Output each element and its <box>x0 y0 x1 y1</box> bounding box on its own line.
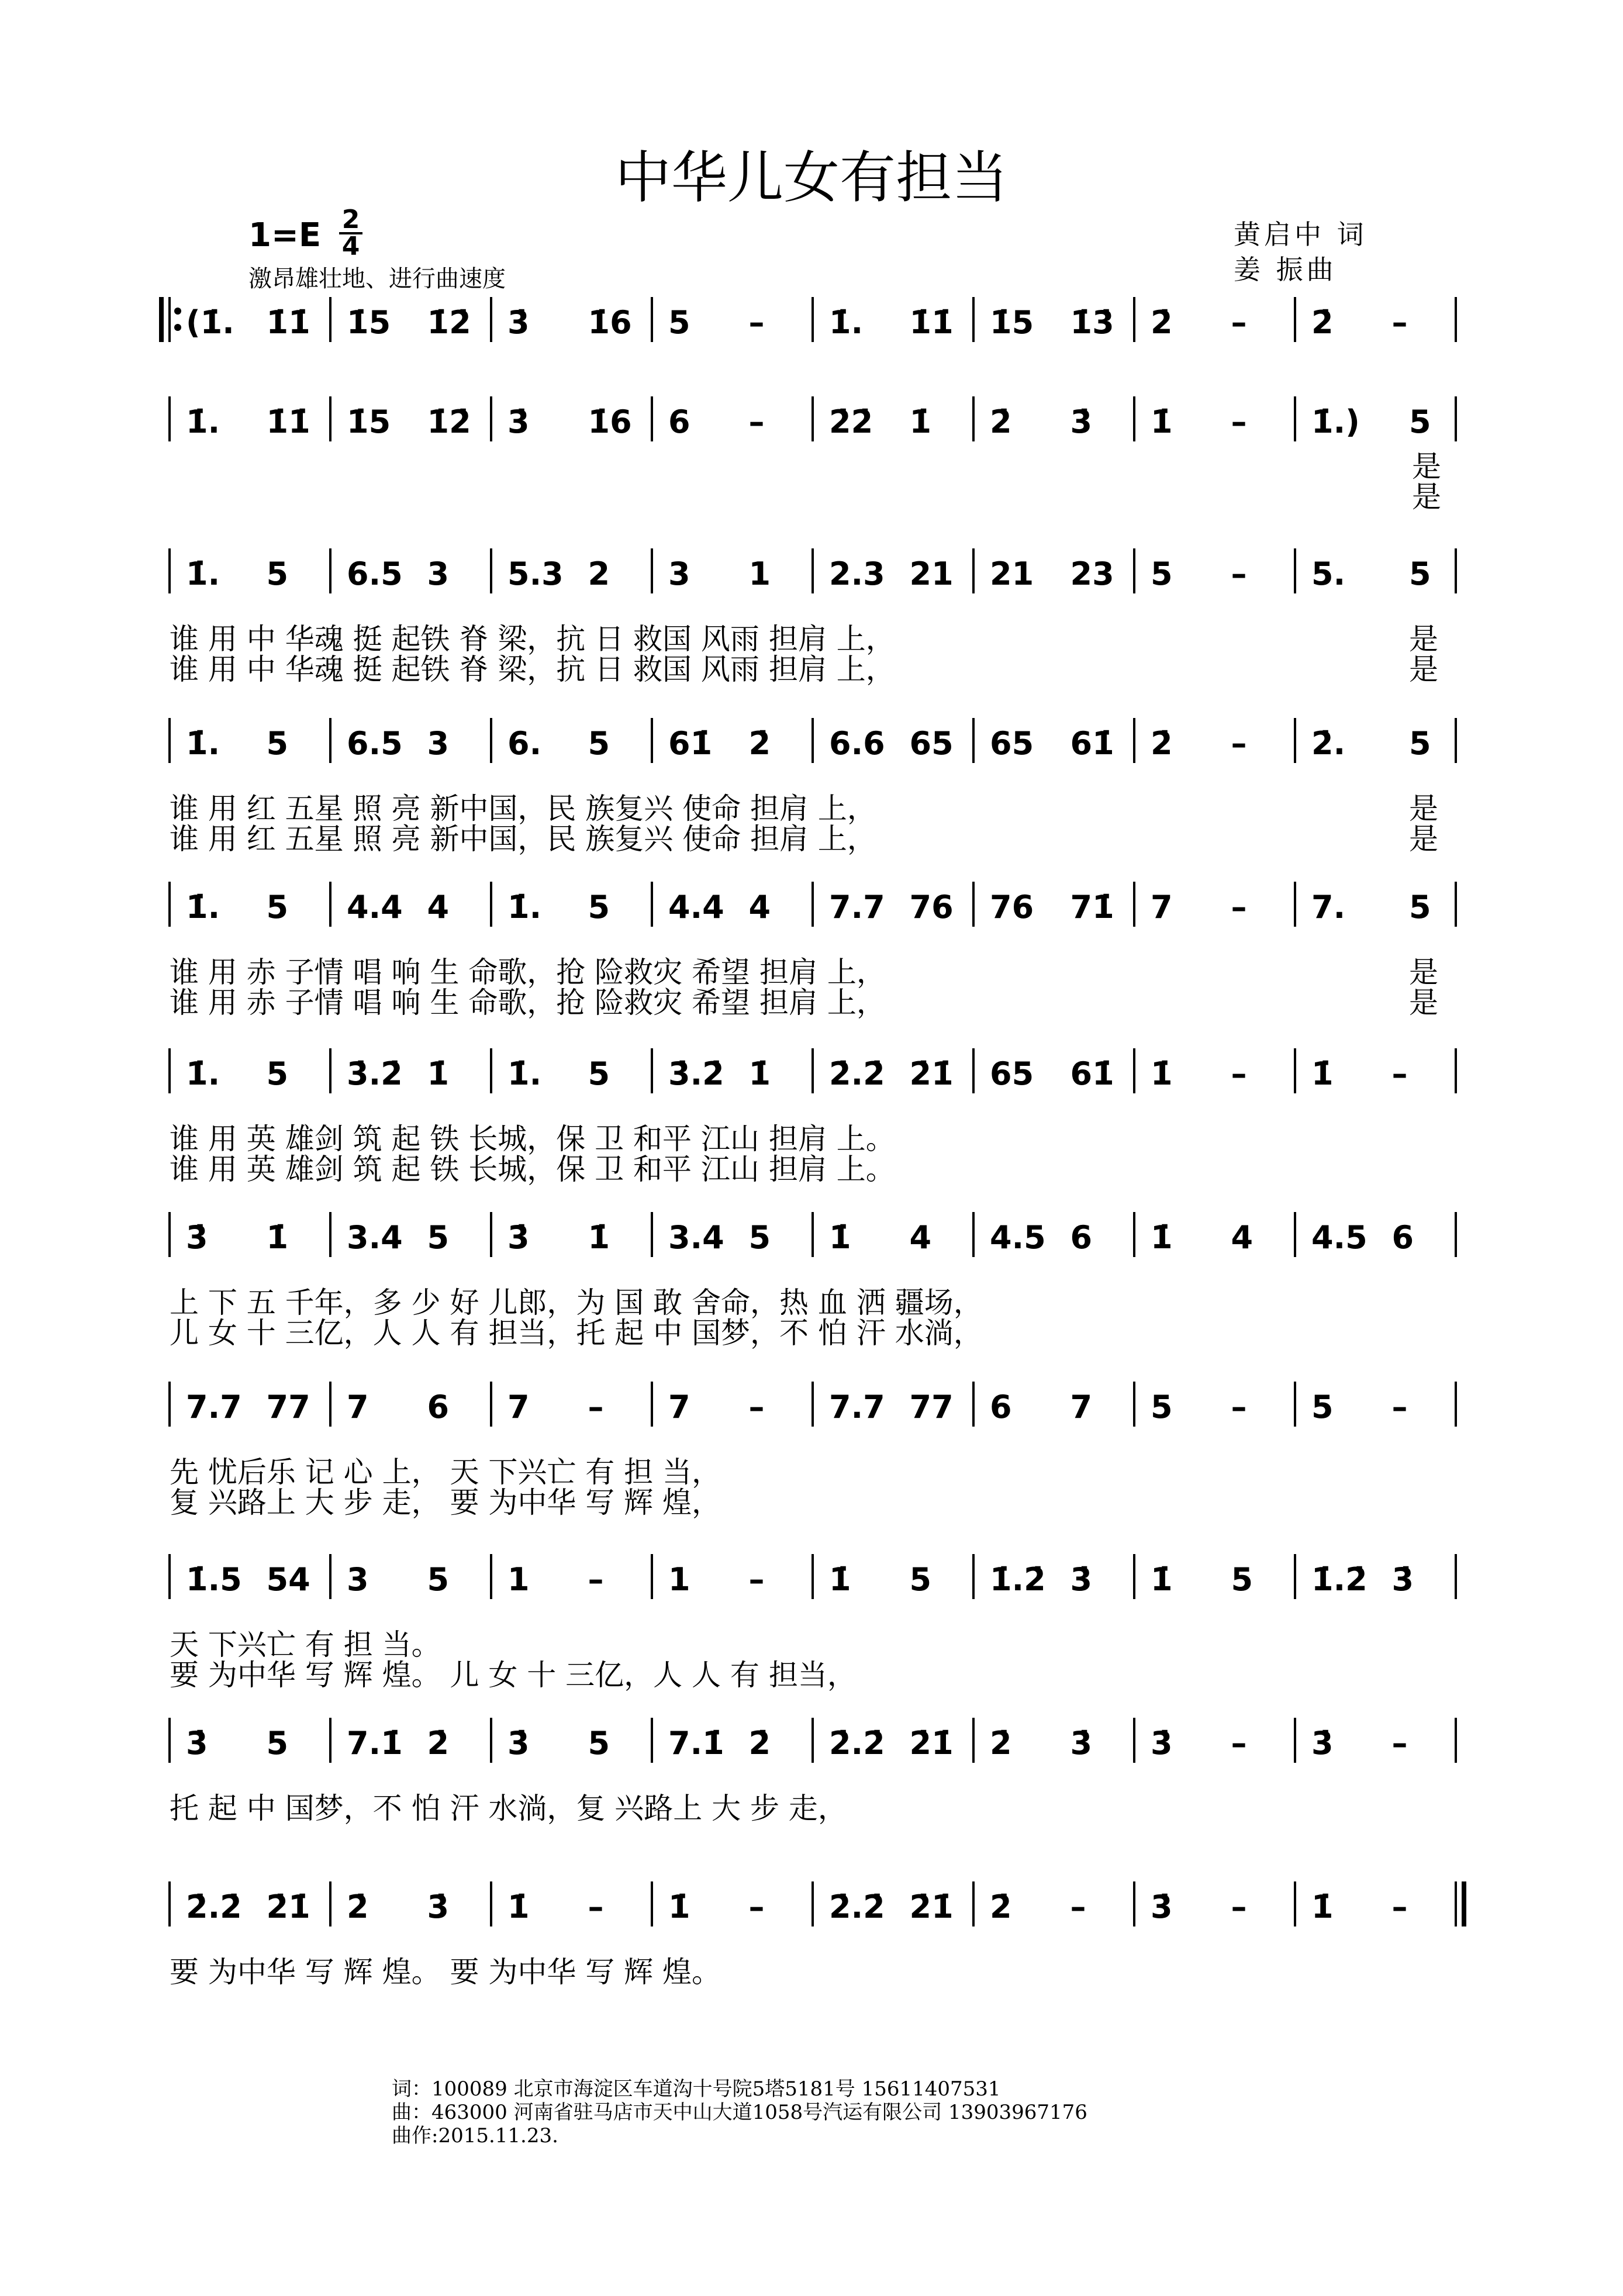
lyric-line: 谁 用 赤 子情 唱 响 生 命歌，抢 险救灾 希望 担肩 上， <box>170 955 886 989</box>
note-group: – <box>1391 1888 1408 1925</box>
note-group: 3.4 <box>668 1219 724 1256</box>
note-group: 1̇.2̇ <box>1311 1561 1368 1598</box>
note-group: 1̇ <box>1151 403 1173 440</box>
lyric-pickup: 是 <box>1412 450 1441 484</box>
note-group: 3̇ <box>186 1725 208 1762</box>
note-group: 5.3 <box>507 555 564 592</box>
key-signature: 1=E <box>248 216 322 254</box>
note-group: 65 <box>990 1055 1034 1092</box>
note-group: – <box>1391 1389 1408 1425</box>
note-group: 5 <box>909 1561 932 1598</box>
note-group: 5 <box>588 1725 610 1762</box>
note-group: 6 <box>668 403 690 440</box>
note-group: 5 <box>1231 1561 1253 1598</box>
note-group: 3̇ <box>1391 1561 1414 1598</box>
note-group: 1̇ <box>588 1219 610 1256</box>
lyric-pickup: 是 <box>1412 480 1441 514</box>
note-group: 61̇ <box>1070 1055 1114 1092</box>
note-group: 1̇ <box>507 1888 530 1925</box>
note-group: 1̇. <box>186 1055 220 1092</box>
repeat-dot <box>174 324 181 331</box>
lyric-line: 谁 用 赤 子情 唱 响 生 命歌，抢 险救灾 希望 担肩 上， <box>170 986 886 1020</box>
note-group: 2̇.2̇ <box>186 1888 242 1925</box>
note-group: 4 <box>1231 1219 1253 1256</box>
note-group: 1̇ <box>829 1219 851 1256</box>
note-group: 2̇ <box>427 1725 450 1762</box>
note-group: 7 <box>507 1389 530 1425</box>
note-group: – <box>1231 1888 1247 1925</box>
lyric-line: 上 下 五 千年，多 少 好 儿郎，为 国 敢 舍命，热 血 洒 疆场， <box>170 1286 983 1320</box>
note-group: 5 <box>266 1725 289 1762</box>
note-group: 1̇. <box>186 889 220 926</box>
note-group: – <box>1391 1055 1408 1092</box>
note-group: 1̇.2̇ <box>990 1561 1046 1598</box>
footer-date: 曲作:2015.11.23. <box>392 2124 558 2147</box>
note-group: – <box>1231 1055 1247 1092</box>
note-group: 61̇ <box>1070 725 1114 762</box>
note-group: 5 <box>588 1055 610 1092</box>
note-group: 1 <box>507 1561 530 1598</box>
lyricist-credit: 黄启中 词 <box>1234 219 1368 250</box>
note-group: 1̇.5 <box>186 1561 242 1598</box>
note-group: 3̇ <box>1151 1888 1173 1925</box>
note-group: 5 <box>1151 555 1173 592</box>
note-group: 5 <box>588 889 610 926</box>
note-group: 2̇ <box>990 403 1012 440</box>
note-group: – <box>1391 1725 1408 1762</box>
note-group: 1̇ <box>668 1888 690 1925</box>
note-group: 5 <box>748 1219 771 1256</box>
note-group: 2̇ <box>347 1888 369 1925</box>
note-group: 1̇2̇ <box>427 403 471 440</box>
note-group: 2̇2̇ <box>829 403 873 440</box>
note-group: 1̇3̇ <box>1070 304 1114 341</box>
note-group: 3̇ <box>507 1725 530 1762</box>
note-group: 4 <box>909 1219 932 1256</box>
note-group: 3 <box>347 1561 369 1598</box>
note-group: 3 <box>427 555 450 592</box>
note-group: 2̇ <box>1311 304 1334 341</box>
note-group: 5 <box>266 555 289 592</box>
note-group: 1̇5 <box>347 304 391 341</box>
note-group: 3̇.2̇ <box>668 1055 724 1092</box>
note-group: 7. <box>1311 889 1346 926</box>
note-group: 2̇1̇ <box>909 1055 954 1092</box>
note-group: 7.7 <box>186 1389 242 1425</box>
note-group: 3̇ <box>1070 1725 1093 1762</box>
note-group: – <box>1231 403 1247 440</box>
lyric-pickup: 是 <box>1409 652 1438 686</box>
note-group: 2̇ <box>990 1725 1012 1762</box>
note-group: 1̇. <box>186 725 220 762</box>
note-group: 6.6 <box>829 725 885 762</box>
note-group: 65 <box>909 725 954 762</box>
note-group: 6 <box>1391 1219 1414 1256</box>
note-group: (1̇. <box>186 304 234 341</box>
note-group: 5 <box>1311 1389 1334 1425</box>
note-group: – <box>1231 1389 1247 1425</box>
note-group: 4.4 <box>668 889 724 926</box>
note-group: 7.7 <box>829 889 885 926</box>
note-group: – <box>748 304 765 341</box>
note-group: 3̇ <box>507 1219 530 1256</box>
note-group: 2̇1̇ <box>266 1888 310 1925</box>
note-group: 1 <box>748 555 771 592</box>
note-group: 1̇. <box>186 403 220 440</box>
note-group: 2̇ <box>990 1888 1012 1925</box>
note-group: 3.4 <box>347 1219 403 1256</box>
note-group: – <box>588 1561 604 1598</box>
note-group: 6 <box>427 1389 450 1425</box>
note-group: 1̇. <box>507 1055 542 1092</box>
note-group: 1̇ <box>266 1219 289 1256</box>
lyric-line: 复 兴路上 大 步 走， 要 为中华 写 辉 煌， <box>170 1486 721 1520</box>
lyric-line: 儿 女 十 三亿，人 人 有 担当，托 起 中 国梦，不 怕 汗 水淌， <box>170 1316 983 1350</box>
note-group: 3̇ <box>1070 403 1093 440</box>
note-group: 77 <box>909 1389 954 1425</box>
note-group: 7 <box>347 1389 369 1425</box>
note-group: 2̇1̇ <box>909 1888 954 1925</box>
note-group: 4.5 <box>1311 1219 1368 1256</box>
note-group: 77 <box>266 1389 310 1425</box>
note-group: 4 <box>427 889 450 926</box>
note-group: 76 <box>990 889 1034 926</box>
note-group: 1̇5 <box>347 403 391 440</box>
note-group: 71̇ <box>1070 889 1114 926</box>
note-group: 1̇ <box>1151 1055 1173 1092</box>
note-group: 1̇2̇ <box>427 304 471 341</box>
note-group: 7 <box>1151 889 1173 926</box>
note-group: 65 <box>990 725 1034 762</box>
note-group: – <box>588 1888 604 1925</box>
lyric-line: 托 起 中 国梦，不 怕 汗 水淌，复 兴路上 大 步 走， <box>170 1791 847 1825</box>
note-group: 7.1̇ <box>668 1725 724 1762</box>
note-group: 3̇ <box>427 1888 450 1925</box>
note-group: 5 <box>668 304 690 341</box>
lyric-line: 谁 用 红 五星 照 亮 新中国，民 族复兴 使命 担肩 上， <box>170 822 876 856</box>
note-group: 6.5 <box>347 725 403 762</box>
note-group: 21 <box>909 555 954 592</box>
note-group: 2̇ <box>1151 304 1173 341</box>
note-group: 1̇ <box>829 1561 851 1598</box>
lyric-pickup: 是 <box>1409 622 1438 656</box>
note-group: 1̇6 <box>588 403 632 440</box>
note-group: 7.7 <box>829 1389 885 1425</box>
note-group: 1̇ <box>1311 1888 1334 1925</box>
note-group: – <box>748 403 765 440</box>
note-group: 1̇ <box>427 1055 450 1092</box>
tempo-marking: 激昂雄壮地、进行曲速度 <box>248 265 506 292</box>
note-group: 21 <box>990 555 1034 592</box>
note-group: 6 <box>1070 1219 1093 1256</box>
note-group: 1̇6 <box>588 304 632 341</box>
note-group: 2̇. <box>1311 725 1346 762</box>
note-group: 1̇. <box>829 304 864 341</box>
note-group: 5. <box>1311 555 1346 592</box>
note-group: 1̇ <box>1151 1219 1173 1256</box>
note-group: – <box>748 1389 765 1425</box>
note-group: 61̇ <box>668 725 713 762</box>
lyric-line: 先 忧后乐 记 心 上， 天 下兴亡 有 担 当， <box>170 1455 721 1489</box>
composer-credit: 姜 振曲 <box>1234 254 1337 285</box>
lyric-line: 谁 用 中 华魂 挺 起铁 脊 梁，抗 日 救国 风雨 担肩 上， <box>170 652 895 686</box>
time-signature-top: 2 <box>341 205 360 234</box>
time-signature-bottom: 4 <box>339 232 362 259</box>
note-group: 2̇ <box>748 1725 771 1762</box>
note-group: 5 <box>427 1561 450 1598</box>
note-group: 3̇ <box>507 403 530 440</box>
note-group: – <box>588 1389 604 1425</box>
pickup-note: 5 <box>1409 403 1431 440</box>
pickup-note: 5 <box>1409 725 1431 762</box>
footer-lyricist-address: 词：100089 北京市海淀区车道沟十号院5塔5181号 15611407531 <box>392 2077 1001 2101</box>
note-group: 2̇1̇ <box>909 1725 954 1762</box>
pickup-note: 5 <box>1409 889 1431 926</box>
note-group: 1̇1̇ <box>266 304 310 341</box>
note-group: 3̇ <box>1311 1725 1334 1762</box>
note-group: 2.3 <box>829 555 885 592</box>
note-group: – <box>1231 555 1247 592</box>
note-group: 2̇ <box>748 725 771 762</box>
note-group: 2 <box>588 555 610 592</box>
note-group: 3̇ <box>186 1219 208 1256</box>
note-group: 76 <box>909 889 954 926</box>
lyric-line: 要 为中华 写 辉 煌。 儿 女 十 三亿，人 人 有 担当， <box>170 1658 857 1692</box>
note-group: 7 <box>1070 1389 1093 1425</box>
note-group: – <box>1231 725 1247 762</box>
note-group: 3̇.2̇ <box>347 1055 403 1092</box>
note-group: 1̇1̇ <box>266 403 310 440</box>
note-group: 2̇.2̇ <box>829 1055 885 1092</box>
note-group: 5 <box>588 725 610 762</box>
note-group: – <box>1391 304 1408 341</box>
note-group: 2̇.2̇ <box>829 1725 885 1762</box>
note-group: 1̇.) <box>1311 403 1360 440</box>
note-group: – <box>1231 304 1247 341</box>
note-group: 54 <box>266 1561 310 1598</box>
note-group: 1̇5 <box>990 304 1034 341</box>
note-group: – <box>1231 889 1247 926</box>
note-group: 1̇1̇ <box>909 304 954 341</box>
note-group: 4.4 <box>347 889 403 926</box>
note-group: – <box>1070 1888 1086 1925</box>
note-group: 5 <box>427 1219 450 1256</box>
note-group: – <box>748 1888 765 1925</box>
note-group: 6. <box>507 725 542 762</box>
note-group: 4.5 <box>990 1219 1046 1256</box>
note-group: 3̇ <box>507 304 530 341</box>
lyric-pickup: 是 <box>1409 955 1438 989</box>
lyric-line: 谁 用 红 五星 照 亮 新中国，民 族复兴 使命 担肩 上， <box>170 792 876 826</box>
note-group: – <box>748 1561 765 1598</box>
note-group: 1 <box>668 1561 690 1598</box>
note-group: 5 <box>266 725 289 762</box>
note-group: 6.5 <box>347 555 403 592</box>
lyric-pickup: 是 <box>1409 822 1438 856</box>
note-group: – <box>1231 1725 1247 1762</box>
note-group: 23 <box>1070 555 1114 592</box>
note-group: 2̇ <box>1151 725 1173 762</box>
note-group: 1̇ <box>1151 1561 1173 1598</box>
note-group: 3 <box>427 725 450 762</box>
repeat-dot <box>174 308 181 315</box>
note-group: 1̇ <box>909 403 932 440</box>
pickup-note: 5 <box>1409 555 1431 592</box>
note-group: 5 <box>266 889 289 926</box>
lyric-pickup: 是 <box>1409 792 1438 826</box>
footer-composer-address: 曲：463000 河南省驻马店市天中山大道1058号汽运有限公司 13903967176 <box>392 2101 1087 2124</box>
note-group: 3 <box>668 555 690 592</box>
note-group: 5 <box>266 1055 289 1092</box>
note-group: 1̇ <box>1311 1055 1334 1092</box>
lyric-pickup: 是 <box>1409 986 1438 1020</box>
note-group: 6 <box>990 1389 1012 1425</box>
lyric-line: 要 为中华 写 辉 煌。 要 为中华 写 辉 煌。 <box>170 1955 721 1989</box>
song-title: 中华儿女有担当 <box>615 145 1008 210</box>
lyric-line: 谁 用 中 华魂 挺 起铁 脊 梁，抗 日 救国 风雨 担肩 上， <box>170 622 895 656</box>
note-group: 4 <box>748 889 771 926</box>
lyric-line: 天 下兴亡 有 担 当。 <box>170 1628 441 1662</box>
note-group: 2̇.2̇ <box>829 1888 885 1925</box>
note-group: 3̇ <box>1151 1725 1173 1762</box>
note-group: 7 <box>668 1389 690 1425</box>
note-group: 1̇. <box>186 555 220 592</box>
note-group: 3̇ <box>1070 1561 1093 1598</box>
note-group: 1̇. <box>507 889 542 926</box>
lyric-line: 谁 用 英 雄剑 筑 起 铁 长城，保 卫 和平 江山 担肩 上。 <box>170 1152 895 1186</box>
lyric-line: 谁 用 英 雄剑 筑 起 铁 长城，保 卫 和平 江山 担肩 上。 <box>170 1122 895 1156</box>
note-group: 7.1̇ <box>347 1725 403 1762</box>
note-group: 5 <box>1151 1389 1173 1425</box>
note-group: 1̇ <box>748 1055 771 1092</box>
